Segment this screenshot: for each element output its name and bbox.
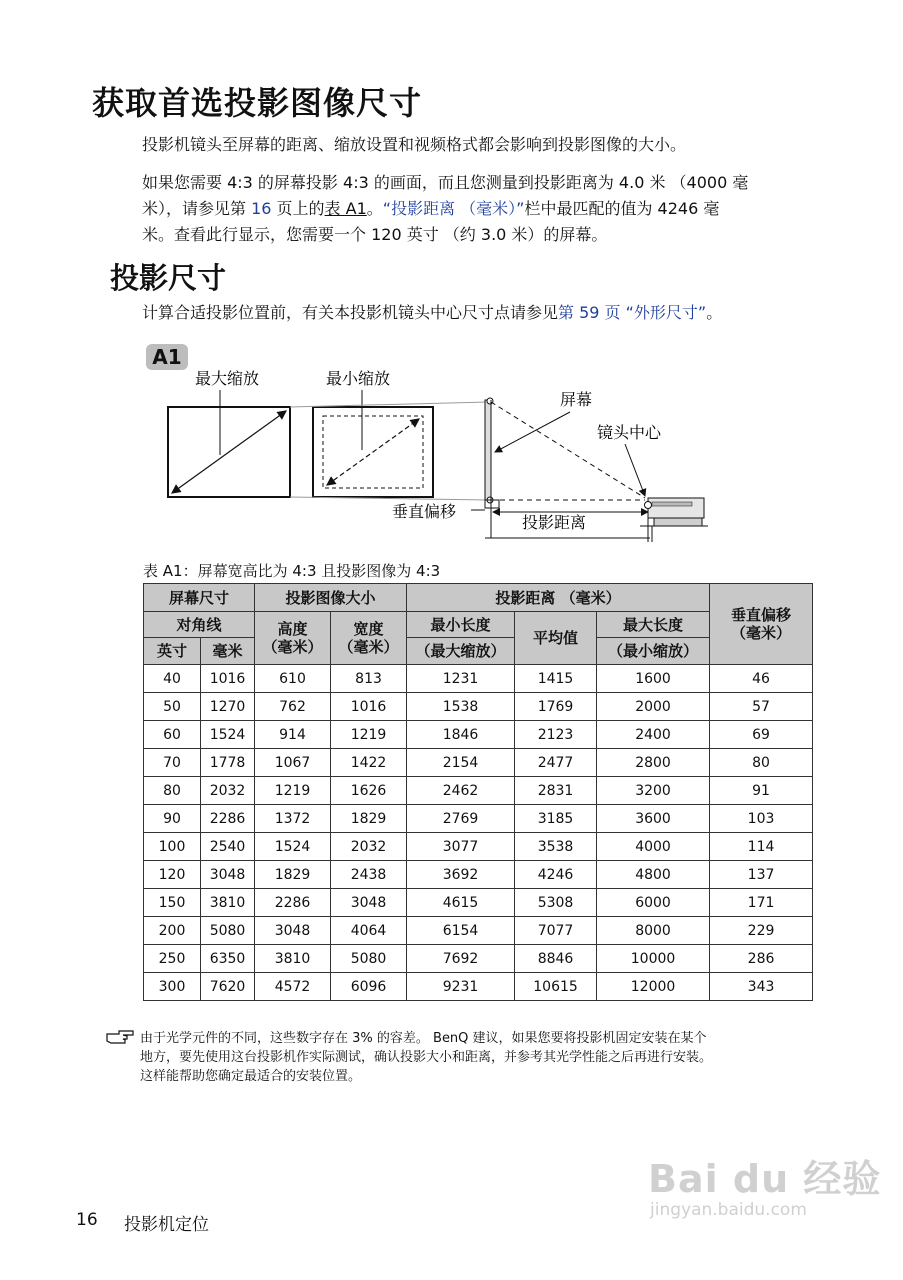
table-cell: 250 xyxy=(144,945,201,973)
table-cell: 5080 xyxy=(331,945,407,973)
table-cell: 50 xyxy=(144,693,201,721)
table-cell: 3810 xyxy=(255,945,331,973)
header-projection-distance: 投影距离 （毫米） xyxy=(407,584,710,612)
table-cell: 90 xyxy=(144,805,201,833)
header-image-size: 投影图像大小 xyxy=(255,584,407,612)
header-average: 平均值 xyxy=(515,612,597,665)
table-cell: 3810 xyxy=(201,889,255,917)
header-screen-size: 屏幕尺寸 xyxy=(144,584,255,612)
label-lens-center: 镜头中心 xyxy=(597,423,662,442)
table-cell: 3200 xyxy=(597,777,710,805)
table-cell: 1626 xyxy=(331,777,407,805)
section-title: 投影尺寸 xyxy=(110,261,227,295)
table-cell: 3048 xyxy=(201,861,255,889)
table-cell: 1846 xyxy=(407,721,515,749)
table-cell: 60 xyxy=(144,721,201,749)
table-cell: 4000 xyxy=(597,833,710,861)
table-cell: 3692 xyxy=(407,861,515,889)
table-row xyxy=(144,693,813,721)
table-cell: 2286 xyxy=(255,889,331,917)
table-cell: 1422 xyxy=(331,749,407,777)
lens-pointer xyxy=(625,444,645,496)
table-cell: 3048 xyxy=(331,889,407,917)
label-vertical-offset: 垂直偏移 xyxy=(392,502,457,521)
table-cell: 2032 xyxy=(201,777,255,805)
watermark-url: jingyan.baidu.com xyxy=(650,1200,807,1220)
header-diagonal: 对角线 xyxy=(144,612,255,638)
table-cell: 150 xyxy=(144,889,201,917)
table-cell: 2540 xyxy=(201,833,255,861)
table-cell: 8846 xyxy=(515,945,597,973)
projection-table xyxy=(143,583,813,1001)
label-min-zoom: 最小缩放 xyxy=(326,369,391,388)
header-min-length-sub: （最大缩放） xyxy=(407,638,515,665)
projection-diagram xyxy=(140,360,720,550)
table-cell: 2769 xyxy=(407,805,515,833)
table-cell: 120 xyxy=(144,861,201,889)
table-cell: 7692 xyxy=(407,945,515,973)
table-caption: 表 A1：屏幕宽高比为 4:3 且投影图像为 4:3 xyxy=(143,562,441,580)
table-cell: 4064 xyxy=(331,917,407,945)
table-cell: 8000 xyxy=(597,917,710,945)
header-mm: 毫米 xyxy=(201,638,255,665)
table-row xyxy=(144,973,813,1001)
page-title: 获取首选投影图像尺寸 xyxy=(92,84,423,122)
table-link[interactable]: 表 A1 xyxy=(324,199,367,218)
header-height: 高度 （毫米） xyxy=(255,612,331,665)
intro-p2-line1: 如果您需要 4:3 的屏幕投影 4:3 的画面，而且您测量到投影距离为 4.0 米 （4000 毫 xyxy=(142,173,749,192)
baidu-watermark xyxy=(648,1148,881,1203)
table-cell: 610 xyxy=(255,665,331,693)
table-cell: 1524 xyxy=(201,721,255,749)
table-cell: 1415 xyxy=(515,665,597,693)
table-cell: 171 xyxy=(710,889,813,917)
table-row xyxy=(144,665,813,693)
projector-icon xyxy=(645,498,705,526)
max-zoom-diagonal xyxy=(172,411,286,493)
table-cell: 7077 xyxy=(515,917,597,945)
table-cell: 914 xyxy=(255,721,331,749)
table-cell: 3600 xyxy=(597,805,710,833)
table-cell: 3048 xyxy=(255,917,331,945)
table-cell: 103 xyxy=(710,805,813,833)
table-cell: 2400 xyxy=(597,721,710,749)
table-cell: 80 xyxy=(710,749,813,777)
table-cell: 4572 xyxy=(255,973,331,1001)
table-cell: 2286 xyxy=(201,805,255,833)
table-cell: 10615 xyxy=(515,973,597,1001)
intro-paragraph-1: 投影机镜头至屏幕的距离、缩放设置和视频格式都会影响到投影图像的大小。 xyxy=(142,135,687,154)
table-cell: 1219 xyxy=(255,777,331,805)
table-cell: 1769 xyxy=(515,693,597,721)
header-max-length-sub: （最小缩放） xyxy=(597,638,710,665)
table-cell: 70 xyxy=(144,749,201,777)
table-cell: 200 xyxy=(144,917,201,945)
dimensions-link[interactable]: 第 59 页 “外形尺寸” xyxy=(558,303,707,322)
table-cell: 6350 xyxy=(201,945,255,973)
label-max-zoom: 最大缩放 xyxy=(195,369,260,388)
table-cell: 286 xyxy=(710,945,813,973)
screen-panel xyxy=(485,400,491,500)
header-vertical-offset: 垂直偏移 （毫米） xyxy=(710,584,813,665)
tolerance-note: 由于光学元件的不同，这些数字存在 3% 的容差。 BenQ 建议，如果您要将投影机固定安装在某个 地方，要先使用这台投影机作实际测试，确认投影大小和距离，并参考其光学性能之后再进行安装。 这样能帮助您确定最适合的安装位置。 xyxy=(140,1031,713,1084)
table-cell: 5308 xyxy=(515,889,597,917)
table-cell: 1778 xyxy=(201,749,255,777)
table-cell: 1016 xyxy=(201,665,255,693)
table-cell: 4615 xyxy=(407,889,515,917)
table-cell: 3185 xyxy=(515,805,597,833)
table-cell: 2032 xyxy=(331,833,407,861)
table-cell: 3077 xyxy=(407,833,515,861)
header-inch: 英寸 xyxy=(144,638,201,665)
table-cell: 1524 xyxy=(255,833,331,861)
table-cell: 69 xyxy=(710,721,813,749)
table-cell: 80 xyxy=(144,777,201,805)
column-reference: “投影距离 （毫米）” xyxy=(382,199,525,218)
table-cell: 4800 xyxy=(597,861,710,889)
watermark-brand: Bai du 经验 xyxy=(648,1157,882,1201)
screen-pointer xyxy=(495,412,570,452)
table-row xyxy=(144,917,813,945)
table-cell: 137 xyxy=(710,861,813,889)
table-cell: 2123 xyxy=(515,721,597,749)
table-cell: 1372 xyxy=(255,805,331,833)
header-min-length: 最小长度 xyxy=(407,612,515,638)
table-cell: 6000 xyxy=(597,889,710,917)
table-cell: 229 xyxy=(710,917,813,945)
table-cell: 5080 xyxy=(201,917,255,945)
intro-paragraph-2 xyxy=(142,170,822,248)
table-row xyxy=(144,861,813,889)
table-cell: 813 xyxy=(331,665,407,693)
table-cell: 6096 xyxy=(331,973,407,1001)
section-description: 计算合适投影位置前，有关本投影机镜头中心尺寸点请参见第 59 页 “外形尺寸”。 xyxy=(142,303,723,322)
table-row xyxy=(144,889,813,917)
table-row xyxy=(144,749,813,777)
label-screen: 屏幕 xyxy=(560,390,593,409)
table-cell: 1270 xyxy=(201,693,255,721)
label-projection-distance: 投影距离 xyxy=(522,513,587,532)
table-cell: 2154 xyxy=(407,749,515,777)
beam-top xyxy=(491,402,645,498)
table-cell: 1538 xyxy=(407,693,515,721)
table-cell: 40 xyxy=(144,665,201,693)
table-cell: 300 xyxy=(144,973,201,1001)
table-cell: 7620 xyxy=(201,973,255,1001)
diagram-badge: A1 xyxy=(146,344,188,370)
table-cell: 343 xyxy=(710,973,813,1001)
page-link[interactable]: 16 xyxy=(251,199,272,218)
header-max-length: 最大长度 xyxy=(597,612,710,638)
table-row xyxy=(144,777,813,805)
table-cell: 10000 xyxy=(597,945,710,973)
chapter-name: 投影机定位 xyxy=(124,1215,209,1235)
table-cell: 762 xyxy=(255,693,331,721)
header-width: 宽度 （毫米） xyxy=(331,612,407,665)
table-cell: 114 xyxy=(710,833,813,861)
table-cell: 6154 xyxy=(407,917,515,945)
pointing-hand-icon xyxy=(105,1028,137,1046)
table-cell: 2000 xyxy=(597,693,710,721)
table-cell: 2462 xyxy=(407,777,515,805)
table-cell: 100 xyxy=(144,833,201,861)
table-cell: 3538 xyxy=(515,833,597,861)
table-cell: 57 xyxy=(710,693,813,721)
table-cell: 12000 xyxy=(597,973,710,1001)
intro-p2-line3: 米。查看此行显示，您需要一个 120 英寸 （约 3.0 米）的屏幕。 xyxy=(142,225,608,244)
table-cell: 2438 xyxy=(331,861,407,889)
table-row xyxy=(144,721,813,749)
table-cell: 1829 xyxy=(255,861,331,889)
table-cell: 9231 xyxy=(407,973,515,1001)
table-cell: 4246 xyxy=(515,861,597,889)
table-row xyxy=(144,805,813,833)
table-cell: 1231 xyxy=(407,665,515,693)
table-row xyxy=(144,945,813,973)
table-row xyxy=(144,833,813,861)
table-cell: 91 xyxy=(710,777,813,805)
table-cell: 2800 xyxy=(597,749,710,777)
table-cell: 2831 xyxy=(515,777,597,805)
table-cell: 1016 xyxy=(331,693,407,721)
table-cell: 46 xyxy=(710,665,813,693)
table-cell: 2477 xyxy=(515,749,597,777)
table-cell: 1219 xyxy=(331,721,407,749)
table-cell: 1600 xyxy=(597,665,710,693)
table-cell: 1067 xyxy=(255,749,331,777)
page-number: 16 xyxy=(76,1210,98,1230)
min-zoom-diagonal xyxy=(327,419,419,485)
intro-p2-line2: 米），请参见第 16 页上的表 A1。“投影距离 （毫米）”栏中最匹配的值为 4246 毫 xyxy=(142,199,720,218)
table-cell: 1829 xyxy=(331,805,407,833)
